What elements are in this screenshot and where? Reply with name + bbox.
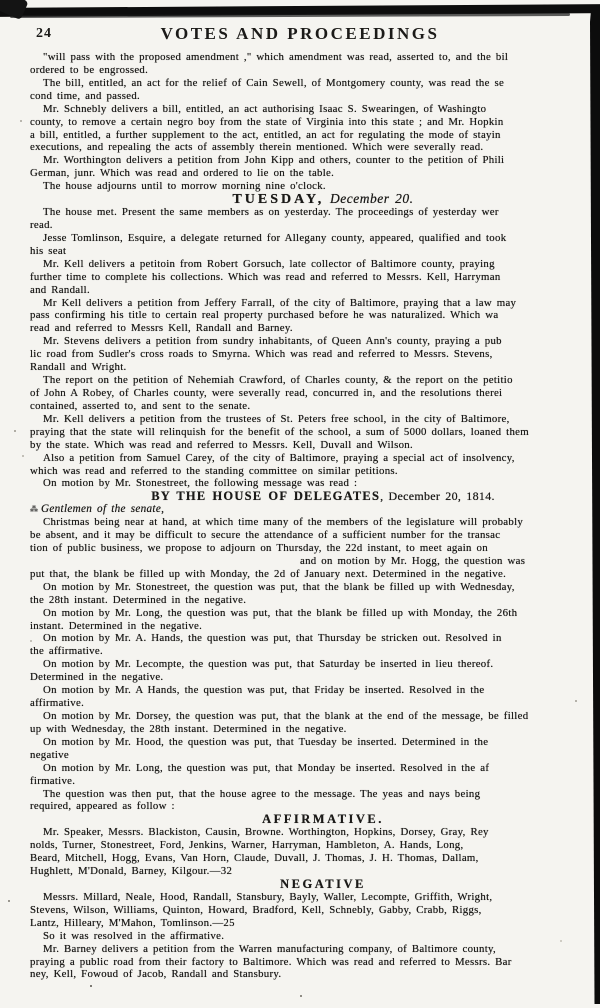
text-line: nolds, Turner, Stonestreet, Ford, Jenkins, Warner, Harryman, Hambleton, A. Hands, Long, bbox=[30, 839, 464, 852]
page-number: 24 bbox=[36, 26, 52, 41]
text-line: which was read and referred to the standing committee on similar petitions. bbox=[30, 464, 398, 477]
text-line: firmative. bbox=[30, 774, 76, 787]
text-line: On motion by Mr. A Hands, the question was put, that Friday be inserted. Resolved in the bbox=[43, 684, 485, 697]
text-line: Mr. Kell delivers a petition from the trustees of St. Peters free school, in the city of Baltimore, bbox=[43, 412, 510, 425]
text-line: German, junr. Which was read and ordered to lie on the table. bbox=[30, 167, 335, 180]
date-heading: TUESDAY, December 20. bbox=[232, 191, 414, 208]
text-line: Hughlett, M'Donald, Barney, Kilgour.—32 bbox=[30, 865, 233, 878]
vote-heading: AFFIRMATIVE. bbox=[262, 812, 384, 827]
text-line: county, to remove a certain negro boy from the state of Virginia into this state ; and Mr. Hopkin bbox=[30, 115, 504, 128]
text-line: read and referred to Messrs Kell, Randall and Barney. bbox=[30, 322, 293, 335]
text-line: tion of public business, we propose to adjourn on Thursday, the 22d instant, to meet again on bbox=[30, 542, 488, 555]
text-line: Stevens, Wilson, Williams, Quinton, Howard, Bradford, Kell, Schnebly, Gabby, Crabb, Riggs, bbox=[30, 903, 482, 916]
text-line: So it was resolved in the affirmative. bbox=[43, 929, 225, 942]
text-line: The house adjourns until to morrow morning nine o'clock. bbox=[43, 180, 326, 193]
text-line: Randall and Wright. bbox=[30, 361, 127, 374]
text-line: On motion by Mr. A. Hands, the question was put, that Thursday be stricken out. Resolved in bbox=[43, 632, 502, 645]
text-line: and on motion by Mr. Hogg, the question was bbox=[300, 554, 526, 567]
text-line: a bill, entitled, a further supplement to the act, entitled, an act for regulating the mode of stayin bbox=[30, 128, 501, 141]
text-line: Mr. Schnebly delivers a bill, entitled, an act authorising Isaac S. Swearingen, of Washingto bbox=[43, 102, 487, 115]
text-line: On motion by Mr. Long, the question was put, that Monday be inserted. Resolved in the af bbox=[43, 761, 490, 774]
text-line: Mr. Barney delivers a petition from the Warren manufacturing company, of Baltimore county, bbox=[43, 942, 496, 955]
text-line: On motion by Mr. Long, the question was put, that the blank be filled up with Monday, the 26th bbox=[43, 606, 518, 619]
text-line: On motion by Mr. Stonestreet, the following message was read : bbox=[43, 477, 358, 490]
text-line: Beard, Mitchell, Hogg, Evans, Van Horn, Claude, Duvall, J. Thomas, J. H. Thomas, Dallam, bbox=[30, 852, 479, 865]
text-line: of John A Robey, of Charles county, were severally read, concurred in, and the resolutions therei bbox=[30, 386, 503, 399]
text-line: pass confirming his title to certain real property purchased before he was naturalized. Which wa bbox=[30, 309, 499, 322]
text-line: his seat bbox=[30, 244, 67, 257]
text-line: Christmas being near at hand, at which time many of the members of the legislature will probably bbox=[43, 516, 524, 529]
text-line: Also a petition from Samuel Carey, of the city of Baltimore, praying a special act of insolvency, bbox=[43, 451, 515, 464]
vote-heading: NEGATIVE bbox=[280, 877, 366, 891]
text-line: praying a public road from their factory to Baltimore. Which was read and referred to Messrs. Bar bbox=[30, 955, 512, 968]
text-line: Determined in the negative. bbox=[30, 671, 164, 684]
text-line: The report on the petition of Nehemiah Crawford, of Charles county, & the report on the petitio bbox=[43, 374, 513, 387]
text-line: ordered to be engrossed. bbox=[30, 63, 149, 76]
page-text bbox=[30, 51, 600, 981]
text-line: and Randall. bbox=[30, 283, 90, 296]
text-line: Mr. Speaker, Messrs. Blackiston, Causin, Browne. Worthington, Hopkins, Dorsey, Gray, Rey bbox=[43, 826, 489, 839]
text-line: the affirmative. bbox=[30, 645, 103, 658]
text-line: affirmative. bbox=[30, 697, 85, 710]
text-line: Mr. Kell delivers a petitoin from Robert Gorsuch, late collector of Baltimore county, praying bbox=[43, 257, 495, 270]
text-line: required, appeared as follow : bbox=[30, 800, 175, 813]
text-line: the 28th instant. Determined in the negative. bbox=[30, 593, 247, 606]
text-line: up with Wednesday, the 28th instant. Determined in the negative. bbox=[30, 722, 347, 735]
text-line: be absent, and it may be difficult to secure the attendance of a sufficient number for the transac bbox=[30, 529, 501, 542]
text-line: praying that the state will relinquish for the benefit of the school, a sum of 5000 dollars, loaned them bbox=[30, 425, 529, 438]
text-line: "will pass with the proposed amendment ," which amendment was read, asserted to, and the bil bbox=[43, 51, 509, 63]
text-line: The house met. Present the same members as on yesterday. The proceedings of yesterday wer bbox=[43, 206, 499, 219]
page-title: VOTES AND PROCEEDINGS bbox=[160, 24, 440, 43]
text-line: further time to complete his collections. Which was read and referred to Messrs. Kell, Harryman bbox=[30, 270, 501, 283]
text-line: read. bbox=[30, 218, 53, 231]
text-line: by the state. Which was read and referred to Messrs. Kell, Duvall and Wilson. bbox=[30, 438, 413, 451]
text-line: The question was then put, that the house agree to the message. The yeas and nays being bbox=[43, 787, 481, 800]
text-line: cond time, and passed. bbox=[30, 89, 141, 102]
text-line: lic road from Sudler's cross roads to Smyrna. Which was read and referred to Messrs. Stevens, bbox=[30, 348, 493, 361]
text-line: Lantz, Hilleary, M'Mahon, Tomlinson.—25 bbox=[30, 916, 235, 929]
text-line: executions, and repealing the acts of assembly therein mentioned. Which were severally read. bbox=[30, 141, 484, 154]
salutation-line: ⁂ Gentlemen of the senate, bbox=[30, 503, 165, 516]
text-line: instant. Determined in the negative. bbox=[30, 619, 203, 632]
text-line: On motion by Mr. Dorsey, the question was put, that the blank at the end of the message, be filled bbox=[43, 710, 529, 723]
message-heading: BY THE HOUSE OF DELEGATES, December 20, 1814. bbox=[151, 489, 495, 504]
text-line: Mr Kell delivers a petition from Jeffery Farrall, of the city of Baltimore, praying that a law may bbox=[43, 296, 517, 309]
text-line: On motion by Mr. Hood, the question was put, that Tuesday be inserted. Determined in the bbox=[43, 735, 489, 748]
scan-speckles bbox=[0, 0, 2, 2]
text-line: On motion by Mr. Stonestreet, the question was put, that the blank be filled up with Wednesday, bbox=[43, 580, 515, 593]
text-line: Jesse Tomlinson, Esquire, a delegate returned for Allegany county, appeared, qualified and took bbox=[43, 231, 507, 244]
text-line: Mr. Worthington delivers a petition from John Kipp and others, counter to the petition of Phili bbox=[43, 154, 505, 167]
scan-edge-top-ragged bbox=[10, 13, 570, 18]
text-line: put that, the blank be filled up with Monday, the 2d of January next. Determined in the negative. bbox=[30, 567, 507, 580]
text-line: negative bbox=[30, 748, 69, 761]
text-line: Messrs. Millard, Neale, Hood, Randall, Stansbury, Bayly, Waller, Lecompte, Griffith, Wright, bbox=[43, 890, 493, 903]
text-line: Mr. Stevens delivers a petition from sundry inhabitants, of Queen Ann's county, praying a pub bbox=[43, 335, 502, 348]
text-line: On motion by Mr. Lecompte, the question was put, that Saturday be inserted in lieu thereof. bbox=[43, 658, 494, 671]
text-line: The bill, entitled, an act for the relief of Cain Sewell, of Montgomery county, was read the se bbox=[43, 76, 505, 89]
text-line: contained, asserted to, and sent to the senate. bbox=[30, 399, 251, 412]
text-line: ney, Kell, Fowoud of Jacob, Randall and Stansbury. bbox=[30, 968, 282, 981]
